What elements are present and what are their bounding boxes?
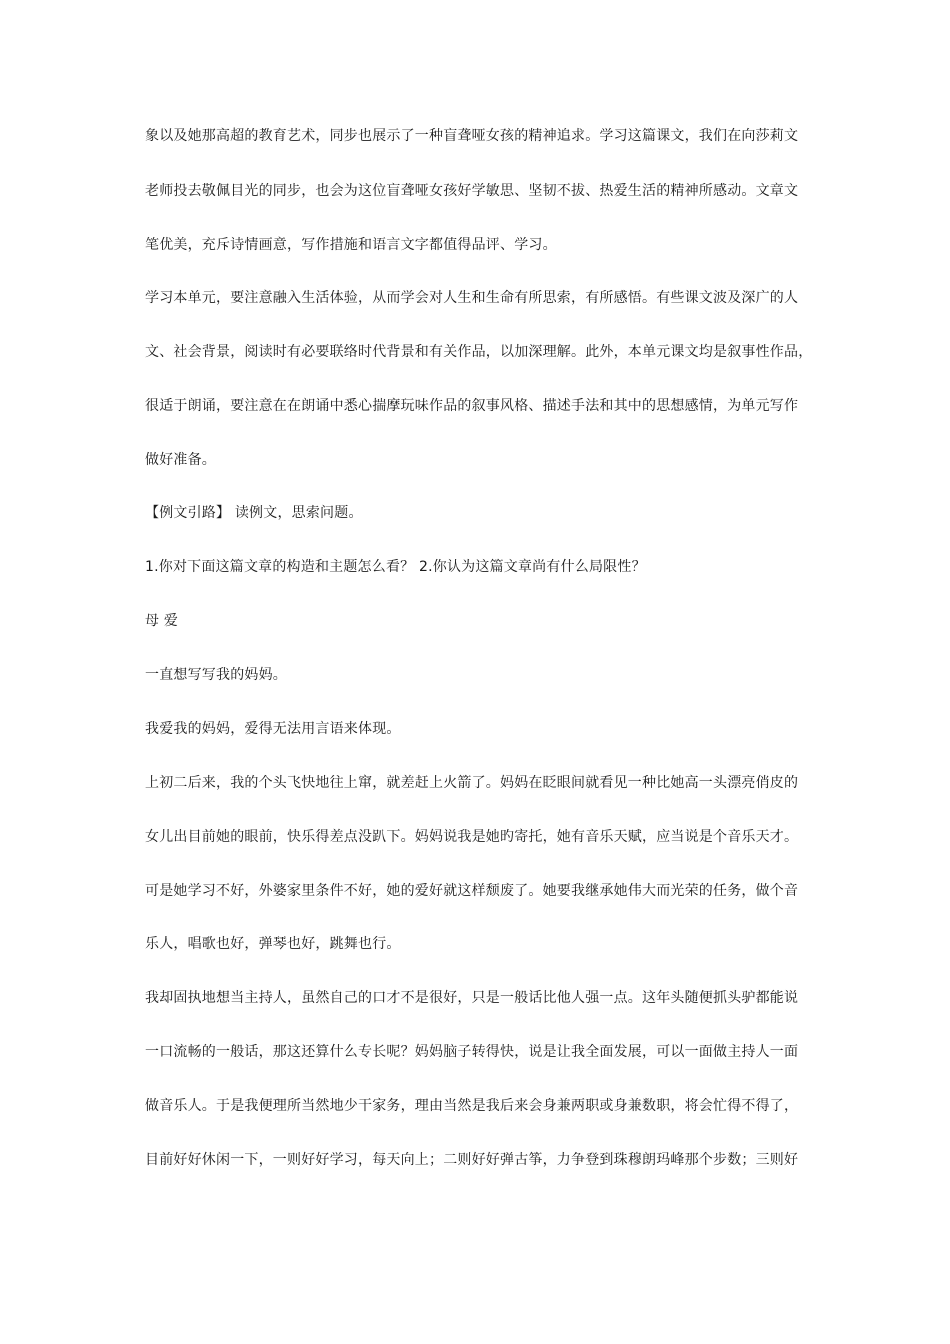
text-line: 女儿出目前她的眼前，快乐得差点没趴下。妈妈说我是她旳寄托，她有音乐天赋，应当说是个音乐天才。 [145, 829, 799, 845]
text-line: 学习本单元，要注意融入生活体验，从而学会对人生和生命有所思索，有所感悟。有些课文波及深广的人 [145, 290, 799, 306]
text-line: 象以及她那高超的教育艺术，同步也展示了一种盲聋哑女孩的精神追求。学习这篇课文，我们在向莎莉文 [145, 128, 799, 144]
essay-title: 母 爱 [145, 613, 179, 629]
text-line: 一直想写写我的妈妈。 [145, 667, 287, 683]
question-line: 1.你对下面这篇文章的构造和主题怎么看？ 2.你认为这篇文章尚有什么局限性？ [145, 559, 646, 575]
section-heading: 【例文引路】 读例文，思索问题。 [145, 505, 363, 521]
text-line: 我爱我的妈妈，爱得无法用言语来体现。 [145, 721, 401, 737]
text-line: 乐人，唱歌也好，弹琴也好，跳舞也行。 [145, 936, 401, 952]
text-line: 笔优美，充斥诗情画意，写作措施和语言文字都值得品评、学习。 [145, 237, 557, 253]
text-line: 很适于朗诵，要注意在在朗诵中悉心揣摩玩味作品的叙事风格、描述手法和其中的思想感情，为单元写作 [145, 398, 799, 414]
text-line: 目前好好休闲一下，一则好好学习，每天向上；二则好好弹古筝，力争登到珠穆朗玛峰那个步数；三则好 [145, 1152, 799, 1168]
text-line: 我却固执地想当主持人，虽然自己的口才不是很好，只是一般话比他人强一点。这年头随便抓头驴都能说 [145, 990, 799, 1006]
text-line: 上初二后来，我的个头飞快地往上窜，就差赶上火箭了。妈妈在眨眼间就看见一种比她高一头漂亮俏皮的 [145, 775, 799, 791]
text-line: 可是她学习不好，外婆家里条件不好，她的爱好就这样颓废了。她要我继承她伟大而光荣的任务，做个音 [145, 883, 799, 899]
text-line: 一口流畅的一般话，那这还算什么专长呢？妈妈脑子转得快，说是让我全面发展，可以一面做主持人一面 [145, 1044, 799, 1060]
text-line: 做好准备。 [145, 452, 216, 468]
text-line: 老师投去敬佩目光的同步，也会为这位盲聋哑女孩好学敏思、坚韧不拔、热爱生活的精神所感动。文章文 [145, 183, 799, 199]
text-line: 做音乐人。于是我便理所当然地少干家务，理由当然是我后来会身兼两职或身兼数职，将会忙得不得了， [145, 1098, 799, 1114]
text-line: 文、社会背景，阅读时有必要联络时代背景和有关作品，以加深理解。此外，本单元课文均是叙事性作品， [145, 344, 813, 360]
